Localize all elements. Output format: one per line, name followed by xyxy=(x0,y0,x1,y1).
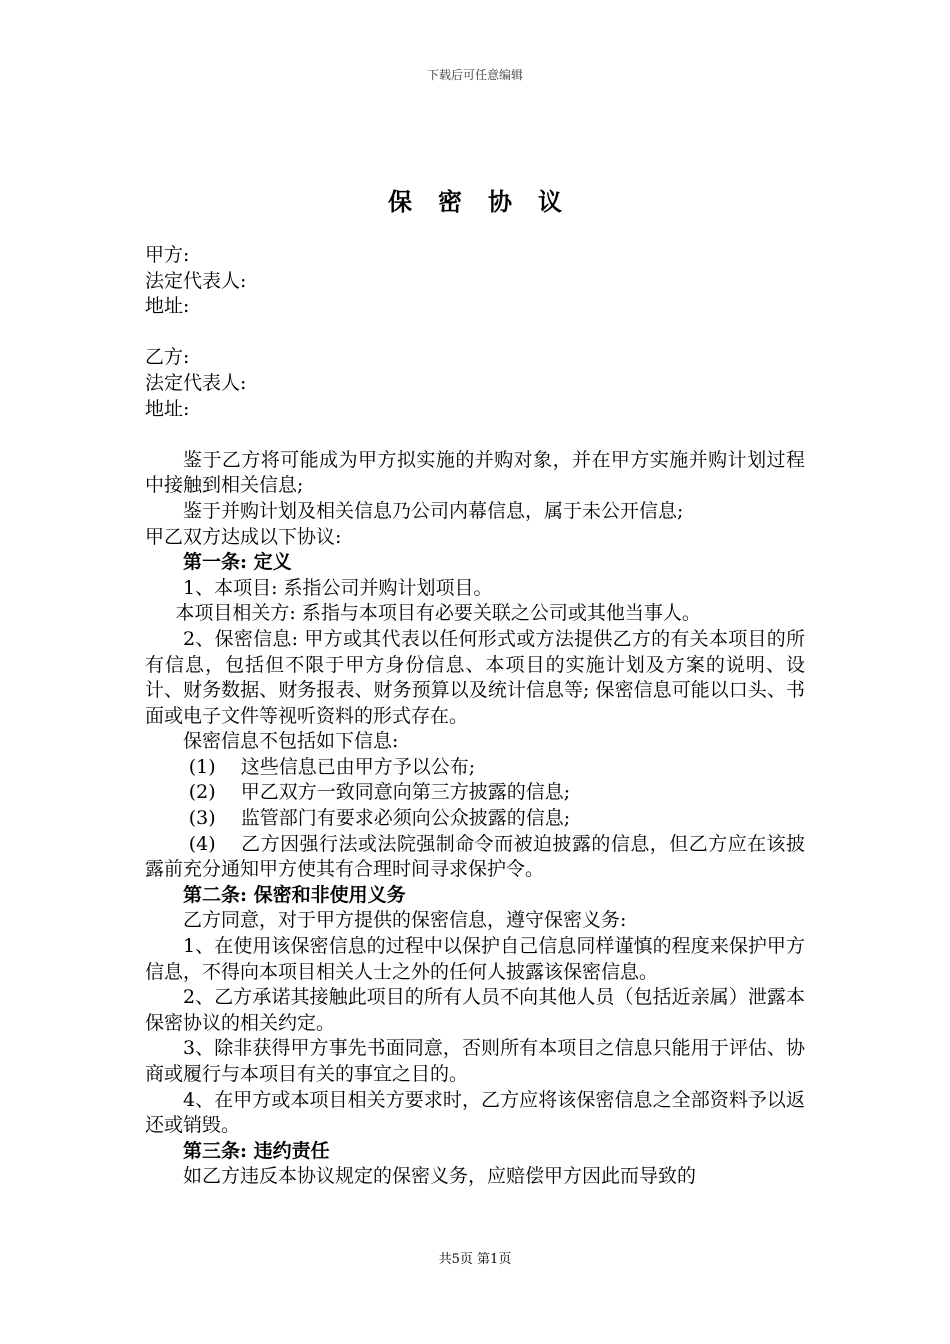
clause-paragraph: 如乙方违反本协议规定的保密义务，应赔偿甲方因此而导致的 xyxy=(183,1165,697,1188)
clause-paragraph: 4、在甲方或本项目相关方要求时，乙方应将该保密信息之全部资料予以返还或销毁。 xyxy=(145,1088,805,1137)
clause-paragraph: 1、在使用该保密信息的过程中以保护自己信息同样谨慎的程度来保护甲方信息，不得向本项目相关人士之外的任何人披露该保密信息。 xyxy=(145,935,805,983)
item-number: (1) xyxy=(188,755,216,778)
party-b-rep-label: 法定代表人: xyxy=(145,371,247,394)
exclusion-item xyxy=(145,832,805,883)
preamble-paragraph: 鉴于乙方将可能成为甲方拟实施的并购对象，并在甲方实施并购计划过程中接触到相关信息; xyxy=(145,448,805,497)
item-number: (3) xyxy=(188,807,216,830)
item-number: (2) xyxy=(188,781,216,804)
item-number: (4) xyxy=(188,832,216,855)
article-heading: 第一条: 定义 xyxy=(183,551,292,574)
document-body xyxy=(145,243,805,1190)
spacer xyxy=(145,320,805,346)
clause-paragraph: 2、保密信息: 甲方或其代表以任何形式或方法提供乙方的有关本项目的所有信息，包括但不限于甲方身份信息、本项目的实施计划及方案的说明、设计、财务数据、财务报表、财务预算以及统计信息等; 保密信息可能以口头、书面或电子文件等视听资料的形式存在。 xyxy=(145,627,805,727)
article-heading: 第二条: 保密和非使用义务 xyxy=(183,883,406,906)
party-a-label: 甲方: xyxy=(145,244,190,266)
item-text: 这些信息已由甲方予以公布; xyxy=(240,755,476,778)
item-text: 甲乙双方一致同意向第三方披露的信息; xyxy=(240,781,571,804)
clause-paragraph: 1、本项目: 系指公司并购计划项目。 xyxy=(183,576,493,599)
clause-paragraph: 保密信息不包括如下信息: xyxy=(183,730,399,753)
item-text: 监管部门有要求必须向公众披露的信息; xyxy=(240,807,571,830)
spacer xyxy=(145,422,805,448)
exclusion-item xyxy=(145,755,805,781)
party-a-address-label: 地址: xyxy=(145,295,190,318)
exclusion-item xyxy=(145,780,805,806)
item-text: 乙方因强行法或法院强制命令而被迫披露的信息，但乙方应在该披露前充分通知甲方使其有合理时间寻求保护令。 xyxy=(145,832,805,881)
party-a-rep-label: 法定代表人: xyxy=(145,269,247,292)
document-title: 保密协议 xyxy=(388,187,588,216)
party-b-address-label: 地址: xyxy=(145,397,190,420)
preamble-paragraph: 甲乙双方达成以下协议: xyxy=(145,525,342,548)
clause-paragraph: 本项目相关方: 系指与本项目有必要关联之公司或其他当事人。 xyxy=(175,602,701,625)
clause-paragraph: 乙方同意，对于甲方提供的保密信息，遵守保密义务: xyxy=(183,909,627,932)
party-b-label: 乙方: xyxy=(145,346,190,369)
clause-paragraph: 3、除非获得甲方事先书面同意，否则所有本项目之信息只能用于评估、协商或履行与本项目有关的事宜之目的。 xyxy=(145,1037,805,1085)
clause-paragraph: 2、乙方承诺其接触此项目的所有人员不向其他人员（包括近亲属）泄露本保密协议的相关约定。 xyxy=(145,986,805,1034)
preamble-paragraph: 鉴于并购计划及相关信息乃公司内幕信息，属于未公开信息; xyxy=(183,499,684,522)
article-heading: 第三条: 违约责任 xyxy=(183,1139,330,1162)
page-header-note: 下载后可任意编辑 xyxy=(426,68,523,82)
exclusion-item xyxy=(145,806,805,832)
page-footer-pagination: 共5页 第1页 xyxy=(438,1252,512,1267)
